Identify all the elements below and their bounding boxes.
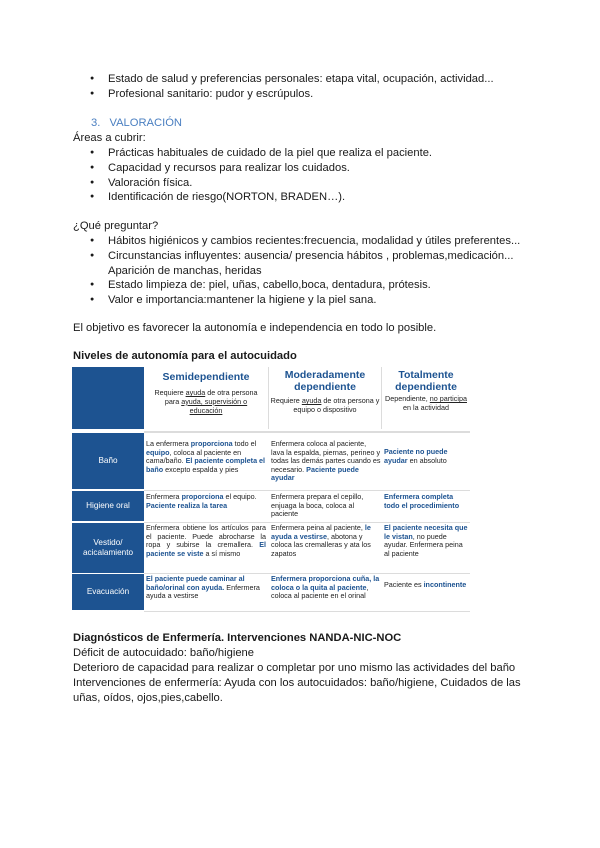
- cell-text: , no puede ayudar. Enfermera peina al paciente: [384, 531, 463, 558]
- table-title: Niveles de autonomía para el autocuidado: [73, 350, 297, 362]
- diagnosis-line: uñas, oídos, ojos,pies,cabello.: [73, 692, 223, 704]
- list-item: ● Profesional sanitario: pudor y escrúpulos.: [82, 87, 494, 102]
- cell-bano-moderadamente: [271, 440, 381, 488]
- list-item: ● Identificación de riesgo(NORTON, BRADEN…).: [82, 190, 432, 205]
- cell-highlight-text: El paciente puede caminar al baño/orinal con ayuda.: [146, 575, 245, 592]
- cell-highlight-text: Enfermera proporciona cuña, la coloca o la quita al paciente: [271, 575, 380, 592]
- cell-text: La enfermera: [146, 440, 191, 448]
- list-item: ● Prácticas habituales de cuidado de la piel que realiza el paciente.: [82, 146, 432, 161]
- objective-text: El objetivo es favorecer la autonomía e independencia en todo lo posible.: [73, 322, 437, 334]
- diagnosis-line: Intervenciones de enfermería: Ayuda con los autocuidados: baño/higiene, Cuidados de las: [73, 677, 521, 689]
- list-item: ● Estado limpieza de: piel, uñas, cabello,boca, dentadura, prótesis.: [82, 278, 520, 293]
- cell-text: Enfermera prepara el cepillo, enjuaga la boca, coloca al paciente: [271, 493, 364, 519]
- list-item: ● Hábitos higiénicos y cambios recientes:frecuencia, modalidad y útiles preferentes...: [82, 234, 520, 249]
- cell-text: Enfermera peina al paciente,: [271, 524, 365, 532]
- cell-text: Paciente es: [384, 581, 424, 589]
- cell-higiene-totalmente: [384, 493, 468, 521]
- header-moderadamente: [270, 369, 380, 415]
- list-item-continuation: Apariciόn de manchas, heridas: [108, 264, 262, 277]
- cell-higiene-moderadamente: [271, 493, 381, 521]
- cell-highlight-text: Enfermera completa todo: [384, 493, 454, 510]
- cell-text: , abotona y coloca las cremalleras y ata los zapatos: [271, 531, 371, 558]
- cell-higiene-semidependiente: [146, 493, 266, 521]
- header-semidependiente: [148, 371, 264, 415]
- header-description: Dependiente, no participa en la actividad: [385, 394, 467, 412]
- cell-text: , coloca al paciente en el orinal: [271, 582, 369, 601]
- cell-text: Enfermera ayuda a vestirse: [146, 582, 260, 601]
- ask-list: [82, 234, 520, 308]
- row-label-bano: Baño: [72, 433, 144, 489]
- cell-evacuacion-moderadamente: [271, 575, 381, 609]
- section-heading: [91, 116, 182, 130]
- list-item: ● Valoración física.: [82, 176, 432, 191]
- header-corner: [72, 367, 144, 429]
- cell-highlight-text: equipo: [146, 447, 170, 457]
- autonomy-table: [72, 367, 470, 614]
- header-title: Semidependiente: [162, 371, 250, 383]
- section-title: VALORACIÓN: [109, 117, 182, 129]
- diagnosis-line: Deterioro de capacidad para realizar o completar por uno mismo las actividades del baño: [73, 662, 516, 674]
- cell-text: todo el: [232, 440, 257, 448]
- cell-highlight-text: El paciente completa el baño: [146, 456, 266, 474]
- header-title: Totalmente dependiente: [395, 369, 457, 393]
- header-description: Requiere ayuda de otra persona y equipo o dispositivo: [270, 396, 380, 414]
- cell-highlight-text: Paciente no puede ayudar: [384, 448, 448, 465]
- list-item: ● Estado de salud y preferencias personales: etapa vital, ocupación, actividad...: [82, 72, 494, 87]
- areas-intro: Áreas a cubrir:: [73, 132, 146, 144]
- cell-bano-totalmente: [384, 448, 468, 488]
- cell-highlight-text: Paciente puede ayudar: [271, 464, 359, 483]
- header-totalmente: [384, 369, 468, 413]
- cell-highlight-text: proporciona: [181, 493, 224, 501]
- row-label-higiene-oral: Higiene oral: [72, 491, 144, 521]
- row-label-evacuacion: Evacuación: [72, 574, 144, 610]
- cell-highlight-text: El paciente se viste: [146, 540, 266, 558]
- cell-highlight-text: el procedimiento: [401, 500, 460, 510]
- diagnosis-title: Diagnósticos de Enfermería. Intervenciones NANDA-NIC-NOC: [73, 632, 402, 644]
- cell-text: en absoluto: [407, 455, 447, 465]
- top-bullet-list: [82, 72, 494, 102]
- table-header-row: [72, 367, 470, 429]
- list-item: ● Valor e importancia:mantener la higiene y la piel sana.: [82, 293, 520, 308]
- list-item: [82, 249, 520, 279]
- row-label-vestido: Vestido/ acicalamiento: [72, 523, 144, 573]
- cell-highlight-text: le ayuda a vestirse: [271, 524, 371, 541]
- cell-bano-semidependiente: [146, 440, 266, 488]
- cell-vestido-totalmente: [384, 524, 468, 572]
- cell-highlight-text: Paciente realiza la tarea: [146, 500, 228, 510]
- cell-evacuacion-semidependiente: [146, 575, 266, 609]
- cell-text: excepto espalda y pies: [163, 464, 239, 474]
- list-item-text: Circunstancias influyentes: ausencia/ presencia hábitos , problemas,medicación...: [108, 249, 514, 262]
- cell-text: el equipo.: [223, 493, 257, 501]
- cell-text: Enfermera coloca al paciente, lava la espalda, piernas, perineo y todas las demás partes cuando es necesario.: [271, 440, 381, 474]
- areas-list: [82, 146, 432, 205]
- cell-text: a sí mismo: [203, 548, 241, 558]
- cell-vestido-moderadamente: [271, 524, 381, 572]
- cell-text: Enfermera obtiene los artículos para el paciente. Puede abrocharse la ropa y subirse la cremallera.: [146, 524, 266, 550]
- cell-evacuacion-totalmente: [384, 581, 468, 609]
- section-number: 3.: [91, 117, 101, 129]
- ask-intro: ¿Qué preguntar?: [73, 220, 159, 232]
- cell-highlight-text: incontinente: [423, 581, 467, 589]
- cell-text: , coloca al paciente en cama/baño.: [146, 447, 242, 466]
- header-description: Requiere ayuda de otra persona para ayuda, supervisión o educación: [154, 388, 258, 415]
- cell-text: Enfermera: [146, 493, 182, 501]
- cell-highlight-text: proporciona: [190, 440, 233, 448]
- header-title: Moderadamente dependiente: [284, 369, 366, 393]
- cell-highlight-text: El paciente necesita que le vistan: [384, 524, 468, 541]
- diagnosis-line: Déficit de autocuidado: baño/higiene: [73, 647, 254, 659]
- list-item: ● Capacidad y recursos para realizar los cuidados.: [82, 161, 432, 176]
- cell-vestido-semidependiente: [146, 524, 266, 572]
